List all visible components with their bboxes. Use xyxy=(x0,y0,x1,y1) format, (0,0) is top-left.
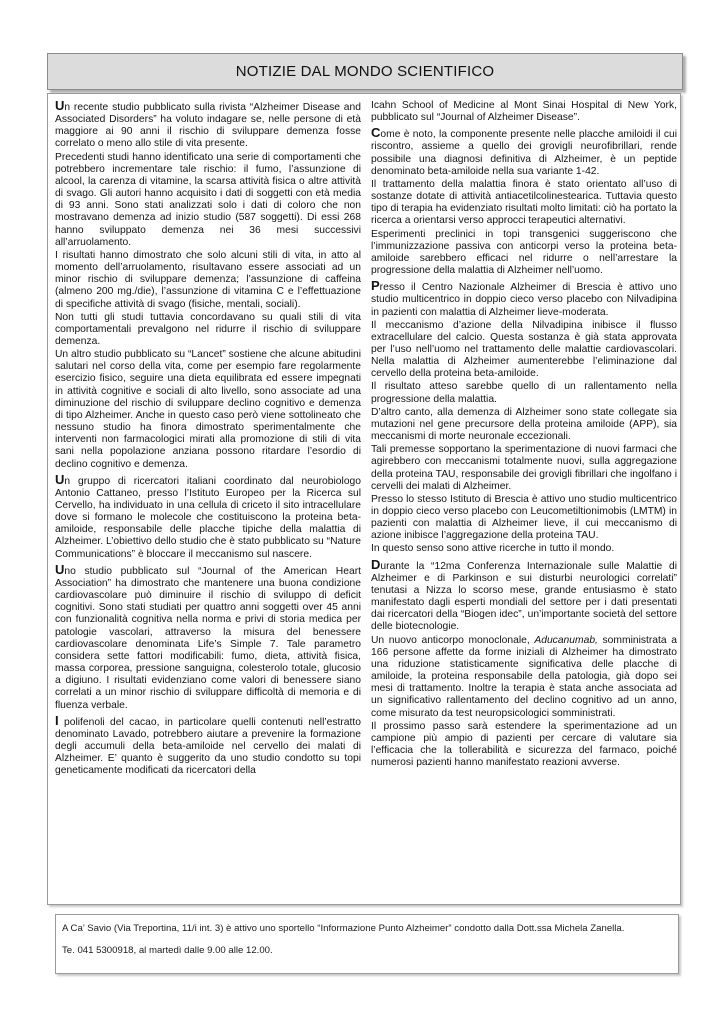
footer-line-2: Te. 041 5300918, al martedì dalle 9.00 alle 12.00. xyxy=(62,945,273,956)
paragraph-text: Il meccanismo d’azione della Nilvadipina inibisce il flusso extracellulare del calcio. Questa sostanza è già stata approvata per l’uso nell’uomo nel trattamento delle malattie cardiovascolari. Nella malattia di Alzheimer aumenterebbe l’eliminazione dal cervello della proteina beta-amiloide. xyxy=(371,319,677,380)
right-column xyxy=(371,100,677,770)
paragraph xyxy=(371,100,677,124)
paragraph-text: urante la “12ma Conferenza Internazionale sulle Malattie di Alzheimer e di Parkinson e sui disturbi neurologici correlati” tenutasi a Nizza lo scorso mese, grande entusiasmo è stato manifestato dagli esperti mondiali del settore per i dati presentati dai ricercatori della “Biogen idec”, un’importante società del settore delle biotecnologie. xyxy=(371,560,677,633)
paragraph-text: somministrata a 166 persone affette da forme iniziali di Alzheimer ha dimostrato una riduzione statisticamente significativa delle placche di amiloide, la proteina responsabile della patologia, già dopo sei mesi di trattamento. Inoltre la terapia è stata anche associata ad un significativo rallentamento del declino cognitivo ad un anno, come misurato da test neuropsicologici somministrati. xyxy=(371,634,677,719)
paragraph xyxy=(371,444,677,493)
paragraph-text: resso il Centro Nazionale Alzheimer di Brescia è attivo uno studio multicentrico in doppio cieco verso placebo con Nilvadipina in pazienti con malattia di Alzheimer lieve-moderata. xyxy=(371,282,677,318)
paragraph-text: Non tutti gli studi tuttavia concordavano su quali stili di vita comportamentali prevalgono nel ridurre il rischio di sviluppare demenza. xyxy=(55,311,361,347)
paragraph xyxy=(371,127,677,178)
paragraph-text: Icahn School of Medicine al Mont Sinai Hospital di New York, pubblicato sul “Journal of Alzheimer Disease”. xyxy=(371,100,677,124)
paragraph xyxy=(55,250,361,311)
info-footer xyxy=(55,914,679,974)
paragraph-initial: P xyxy=(371,278,380,294)
paragraph xyxy=(55,100,361,151)
paragraph xyxy=(55,712,361,778)
paragraph xyxy=(371,407,677,443)
paragraph-initial: U xyxy=(55,98,65,113)
paragraph xyxy=(371,381,677,405)
paragraph-text: n recente studio pubblicato sulla rivista “Alzheimer Disease and Associated Disorders” ha voluto indagare se, nelle persone di età maggiore ai 90 anni il rischio di sviluppare demenza fosse correlato o meno allo stile di vita presente. xyxy=(55,102,361,150)
paragraph xyxy=(371,635,677,720)
paragraph xyxy=(371,179,677,228)
paragraph xyxy=(55,471,361,561)
paragraph xyxy=(371,229,677,278)
paragraph-initial: C xyxy=(371,125,381,141)
paragraph-text: I risultati hanno dimostrato che solo alcuni stili di vita, in atto al momento dell’arruolamento, risultavano essere associati ad un minor rischio di sviluppare demenza; l’assunzione di caffeina (almeno 200 mg./die), l’assunzione di vitamina C e l’effettuazione di specifiche attività di svago (fisiche, mentali, sociali). xyxy=(55,249,361,310)
title-banner xyxy=(47,53,683,90)
paragraph-text: n gruppo di ricercatori italiani coordinato dal neurobiologo Antonio Cattaneo, presso l’Istituto Europeo per la Ricerca sul Cervello, ha individuato in una cellula di criceto il sito intracellulare dove si formano le molecole che costituiscono la proteina beta-amiloide, responsabile delle placche tipiche della malattia di Alzheimer. L’obiettivo dello studio che è stato pubblicato su “Nature Communications” è bloccare il meccanismo sul nascere. xyxy=(55,475,361,560)
paragraph xyxy=(55,152,361,249)
paragraph xyxy=(55,561,361,712)
paragraph-text: Il risultato atteso sarebbe quello di un rallentamento nella progressione della malattia. xyxy=(371,381,677,405)
paragraph-text: Precedenti studi hanno identificato una serie di comportamenti che potrebbero incrementare tale rischio: il fumo, l’assunzione di alcool, la carenza di vitamine, la scarsa attività fisica o altre attività di svago. Gli autori hanno acquisito i dati di soggetti con età media di 93 anni. Sono stati analizzati solo i dati di coloro che non mostravano demenza ad inizio studio (587 soggetti). Di essi 268 hanno sviluppato demenza nei 36 mesi successivi all’arruolamento. xyxy=(55,151,361,248)
paragraph xyxy=(371,280,677,318)
paragraph-initial: D xyxy=(371,556,381,572)
drug-name: Aducanumab, xyxy=(534,634,598,646)
left-column xyxy=(55,100,361,778)
paragraph-text: polifenoli del cacao, in particolare quelli contenuti nell’estratto denominato Lavado, potrebbero aiutare a prevenire la formazione degli accumuli della beta-amiloide nel cervello dei malati di Alzheimer. E’ quanto è suggerito da uno studio condotto su topi geneticamente modificati da ricercatori della xyxy=(55,716,361,777)
paragraph xyxy=(371,320,677,381)
paragraph xyxy=(371,721,677,770)
paragraph xyxy=(371,543,677,555)
paragraph-initial: U xyxy=(55,561,65,577)
paragraph-text: Presso lo stesso Istituto di Brescia è attivo uno studio multicentrico in doppio cieco verso placebo con Leucometiltionimobis (LMTM) in pazienti con malattia di Alzheimer lieve, il cui meccanismo di azione inibisce l’aggregazione della proteina TAU. xyxy=(371,493,677,542)
paragraph-text: D’altro canto, alla demenza di Alzheimer sono state collegate sia mutazioni nel gene precursore della proteina amiloide (APP), sia meccanismi di morte neuronale eccezionali. xyxy=(371,406,677,443)
paragraph-text: Il trattamento della malattia finora è stato orientato all’uso di sostanze dotate di attività antiacetilcolinestearica. Tuttavia questo tipo di terapia ha evidenziato risultati molto limitati: ciò ha portato la ricerca a orientarsi verso approcci terapeutici alternativi. xyxy=(371,178,677,227)
paragraph-initial: I xyxy=(55,712,59,728)
paragraph-text: Esperimenti preclinici in topi transgenici suggeriscono che l’immunizzazione passiva con anticorpi verso la proteina beta-amiloide sarebbero efficaci nel ridurre o nell’arrestare la progressione della malattia di Alzheimer nell’uomo. xyxy=(371,228,677,277)
paragraph xyxy=(55,312,361,348)
paragraph-text: Il prossimo passo sarà estendere la sperimentazione ad un campione più ampio di pazienti per cercare di valutare sia l’efficacia che la tollerabilità e sicurezza del farmaco, poiché numerosi pazienti hanno manifestato reazioni avverse. xyxy=(371,720,677,769)
paragraph-text: Tali premesse sopportano la sperimentazione di nuovi farmaci che agirebbero con meccanismi totalmente nuovi, sulla aggregazione della proteina TAU, responsabile dei grovigli fibrillari che ingolfano i cervelli dei malati di Alzheimer. xyxy=(371,444,677,492)
paragraph xyxy=(371,556,677,634)
paragraph-text: Un nuovo anticorpo monoclonale, xyxy=(371,634,535,646)
paragraph-text: ome è noto, la componente presente nelle placche amiloidi il cui riscontro, assieme a quello dei grovigli neurofibrillari, rende possibile una diagnosi definitiva di Alzheimer, è un peptide denominato beta-amiloide nella sua variante 1-42. xyxy=(371,129,677,177)
paragraph-text: no studio pubblicato sul “Journal of the American Heart Association” ha dimostrato che mantenere una buona condizione cardiovascolare può diminuire il rischio di sviluppo di deficit cognitivi. Sono stati studiati per quattro anni soggetti over 45 anni con funzionalità cognitiva nella norma e privi di storia medica per patologie vascolari, attraverso la misura del benessere cardiovascolare denominata Life’s Simple 7. Tale parametro considera sette fattori modificabili: fumo, dieta, attività fisica, massa corporea, pressione sanguigna, colesterolo totale, glucosio a digiuno. I risultati evidenziano come valori di benessere siano correlati a un minor rischio di sviluppare difficoltà di memoria e di fluenza verbale. xyxy=(55,565,361,711)
footer-line-1: A Ca’ Savio (Via Treportina, 11/i int. 3) è attivo uno sportello “Informazione Punto Alzheimer” condotto dalla Dott.ssa Michela Zanella. xyxy=(62,923,625,934)
page-title: NOTIZIE DAL MONDO SCIENTIFICO xyxy=(235,63,495,80)
paragraph-initial: U xyxy=(55,471,65,487)
paragraph-text: Un altro studio pubblicato su “Lancet” sostiene che alcune abitudini salutari nel corso della vita, come per esempio fare regolarmente esercizio fisico, seguire una dieta equilibrata ed essere impegnati in attività cognitive e sociali di alto livello, sono associate ad una diminuzione del rischio di sviluppare declino cognitivo e demenza di tipo Alzheimer. Anche in questo caso però viene sottolineato che nessuno studio ha finora dimostrato sperimentalmente che interventi non farmacologici mirati alla promozione di stili di vita sani nella popolazione anziana possono ritardare l’esordio di declino cognitivo e demenza. xyxy=(55,349,361,470)
paragraph xyxy=(371,494,677,543)
paragraph xyxy=(55,349,361,471)
paragraph-text: In questo senso sono attive ricerche in tutto il mondo. xyxy=(371,543,615,555)
article-body xyxy=(47,93,681,905)
